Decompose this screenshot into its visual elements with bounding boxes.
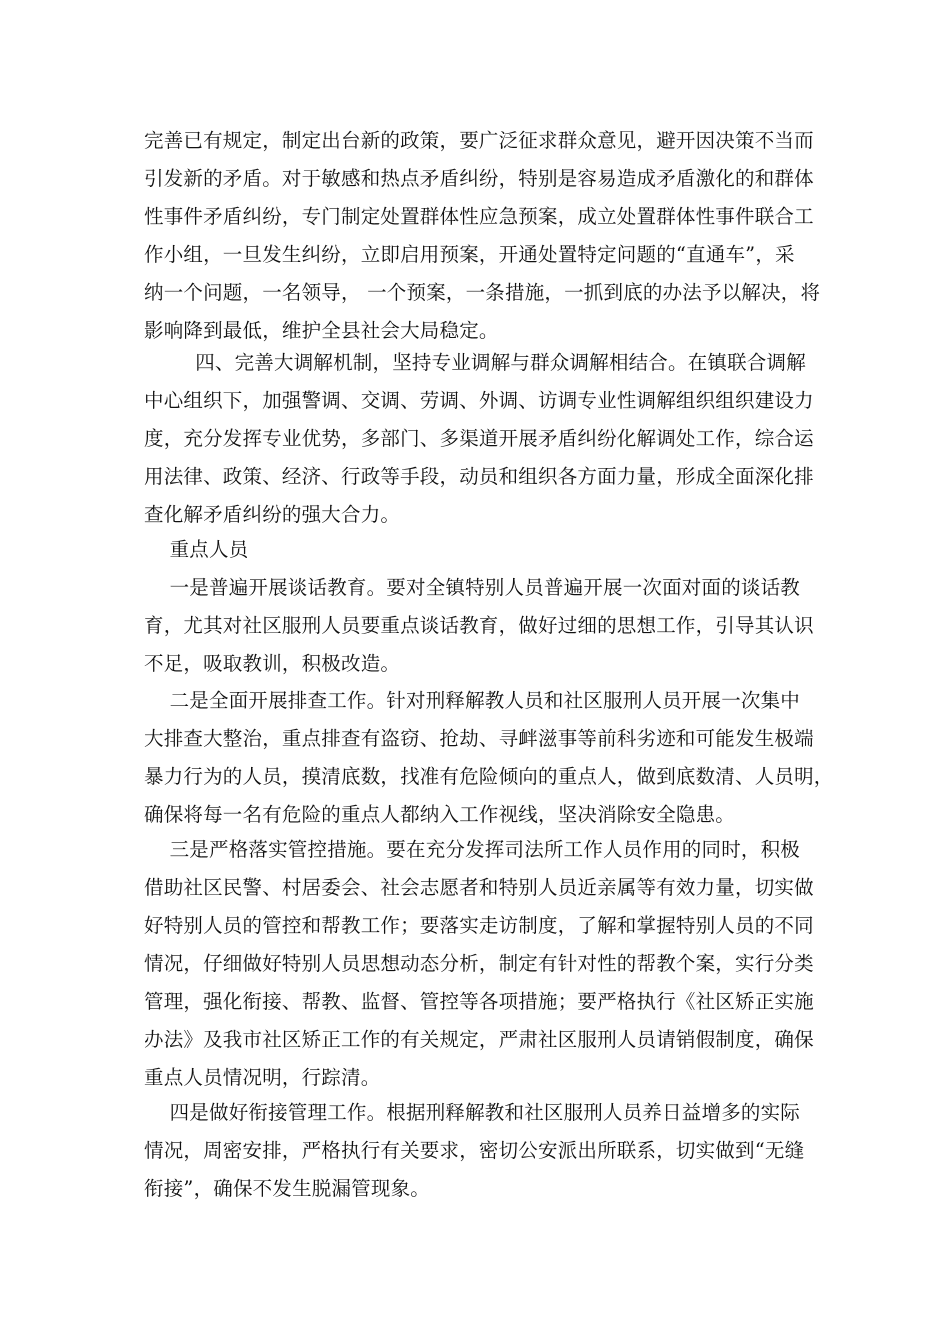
text-line: 好特别人员的管控和帮教工作；要落实走访制度，了解和掌握特别人员的不同 [144, 914, 814, 937]
text-line: 确保将每一名有危险的重点人都纳入工作视线，坚决消除安全隐患。 [144, 803, 736, 826]
text-line: 纳一个问题，一名领导， 一个预案，一条措施，一抓到底的办法予以解决，将 [144, 281, 821, 304]
text-line: 不足，吸取教训，积极改造。 [144, 652, 401, 675]
paragraph-handover-management [144, 1094, 810, 1208]
text-line: 查化解矛盾纠纷的强大合力。 [144, 503, 401, 526]
text-line: 作小组，一旦发生纠纷，立即启用预案，开通处置特定问题的“直通车”，采 [144, 243, 795, 266]
text-line: 度，充分发挥专业优势，多部门、多渠道开展矛盾纠纷化解调处工作，综合运 [144, 427, 814, 450]
paragraph-mediation-mechanism [144, 344, 814, 534]
text-line: 重点人员情况明，行踪清。 [144, 1066, 381, 1089]
section-heading: 重点人员 [144, 538, 249, 561]
text-line: 情况，周密安排，严格执行有关要求，密切公安派出所联系，切实做到“无缝 [144, 1139, 805, 1162]
text-line: 管理，强化衔接、帮教、监督、管控等各项措施；要严格执行《社区矫正实施 [144, 990, 814, 1013]
text-line: 用法律、政策、经济、行政等手段，动员和组织各方面力量，形成全面深化排 [144, 465, 814, 488]
section-heading-key-persons [144, 531, 810, 569]
paragraph-policy-measures [144, 122, 821, 350]
text-line: 中心组织下，加强警调、交调、劳调、外调、访调专业性调解组织组织建设力 [144, 389, 814, 412]
paragraph-talk-education [144, 569, 814, 683]
text-line: 办法》及我市社区矫正工作的有关规定，严肃社区服刑人员请销假制度，确保 [144, 1028, 814, 1051]
text-line: 衔接”，确保不发生脱漏管现象。 [144, 1177, 430, 1200]
text-line: 影响降到最低，维护全县社会大局稳定。 [144, 319, 499, 342]
text-line: 暴力行为的人员，摸清底数，找准有危险倾向的重点人，做到底数清、人员明， [144, 765, 834, 788]
text-line: 四是做好衔接管理工作。根据刑释解教和社区服刑人员养日益增多的实际 [144, 1101, 800, 1124]
text-line: 育，尤其对社区服刑人员要重点谈话教育，做好过细的思想工作，引导其认识 [144, 614, 814, 637]
paragraph-investigation [144, 682, 834, 834]
text-line: 四、完善大调解机制，坚持专业调解与群众调解相结合。在镇联合调解 [144, 351, 806, 374]
text-line: 完善已有规定，制定出台新的政策，要广泛征求群众意见，避开因决策不当而 [144, 129, 814, 152]
text-line: 三是严格落实管控措施。要在充分发挥司法所工作人员作用的同时，积极 [144, 838, 800, 861]
text-line: 引发新的矛盾。对于敏感和热点矛盾纠纷，特别是容易造成矛盾激化的和群体 [144, 167, 814, 190]
text-line: 情况，仔细做好特别人员思想动态分析，制定有针对性的帮教个案，实行分类 [144, 952, 814, 975]
text-line: 一是普遍开展谈话教育。要对全镇特别人员普遍开展一次面对面的谈话教 [144, 576, 800, 599]
text-line: 性事件矛盾纠纷，专门制定处置群体性应急预案，成立处置群体性事件联合工 [144, 205, 814, 228]
text-line: 借助社区民警、村居委会、社会志愿者和特别人员近亲属等有效力量，切实做 [144, 876, 814, 899]
text-line: 二是全面开展排查工作。针对刑释解教人员和社区服刑人员开展一次集中 [144, 689, 800, 712]
paragraph-control-measures [144, 831, 814, 1097]
text-line: 大排查大整治，重点排查有盗窃、抢劫、寻衅滋事等前科劣迹和可能发生极端 [144, 727, 814, 750]
